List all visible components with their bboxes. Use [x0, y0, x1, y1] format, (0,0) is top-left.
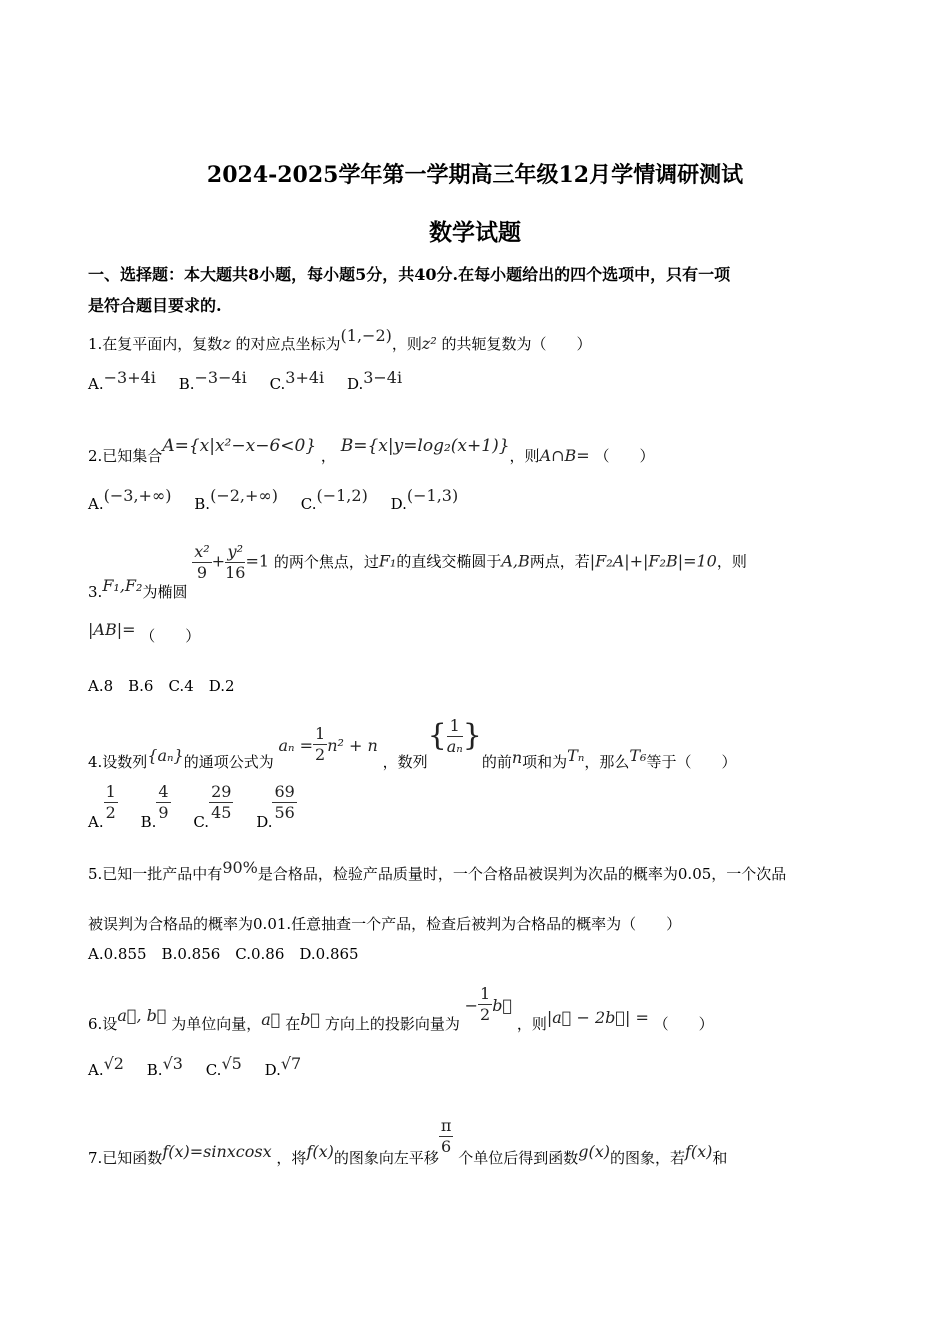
q6-option-b: √3	[162, 1054, 183, 1073]
section-heading-line2: 是符合题目要求的.	[88, 296, 222, 315]
q1-text: 的对应点坐标为	[235, 335, 341, 353]
question-1	[88, 326, 592, 354]
q2-option-c: (−1,2)	[316, 486, 368, 505]
q1-text: ，则	[391, 335, 422, 353]
q4-option-label: D.	[256, 812, 273, 831]
q6-math-b: b⃗	[300, 1009, 321, 1029]
q4-option-den: 56	[274, 803, 295, 822]
q2-text: ，则	[509, 447, 540, 465]
q1-option-d: 3−4i	[363, 368, 403, 387]
q3-ellipse-num: x²	[194, 542, 210, 561]
q5-line2: 被误判为合格品的概率为0.01.任意抽查一个产品，检查后被判为合格品的概率为（ ）	[88, 915, 682, 933]
q2-option-label: B.	[194, 495, 211, 513]
q4-math-an: aₙ =	[278, 735, 314, 755]
q4-frac-half	[313, 724, 327, 765]
q7-math-fx2: f(x)	[684, 1141, 713, 1161]
q2-option-label: D.	[390, 495, 407, 513]
q7-frac-num: π	[440, 1116, 452, 1135]
q4-option-b	[156, 782, 170, 823]
q7-math-gx: g(x)	[578, 1141, 610, 1161]
q3-text: 3.	[88, 582, 103, 601]
question-7	[88, 1106, 728, 1167]
q6-text: 方向上的投影向量为	[324, 1014, 460, 1033]
q4-option-num: 1	[105, 782, 116, 801]
q2-text: 2.已知集合	[88, 447, 163, 465]
q3-math-foci: F₁,F₂	[102, 575, 143, 595]
q6-option-d: √7	[280, 1054, 302, 1073]
q6-math-abs: |a⃗ − 2b⃗| =	[546, 1007, 649, 1027]
q6-text: ，则	[516, 1014, 547, 1033]
q4-option-den: 45	[211, 803, 232, 822]
q4-math-seq: {aₙ}	[147, 745, 184, 765]
q4-option-num: 69	[274, 782, 295, 801]
q4-text: 项和为	[522, 752, 568, 771]
q5-text: 5.已知一批产品中有	[88, 865, 223, 883]
q4-frac-num: 1	[315, 724, 326, 743]
q7-text: ，将	[276, 1148, 307, 1167]
q1-option-b: −3−4i	[194, 368, 247, 387]
q4-math-t6: T₆	[629, 745, 647, 765]
q3-text: 的直线交椭圆于	[396, 552, 502, 571]
q1-option-label: C.	[269, 375, 286, 393]
q6-math-a: a⃗	[261, 1009, 281, 1029]
q7-frac-den: 6	[441, 1137, 452, 1156]
q7-text: 的图象，若	[609, 1148, 685, 1167]
q6-text: 为单位向量，	[171, 1014, 262, 1033]
q4-option-den: 2	[105, 803, 116, 822]
q5-options: A.0.855 B.0.856 C.0.86 D.0.865	[88, 945, 359, 963]
q3-ellipse-num: y²	[225, 542, 245, 563]
q2-math-intersection: A∩B=	[539, 446, 590, 465]
question-2	[88, 436, 655, 466]
q4-frac-recip	[447, 716, 463, 757]
q7-text: 的图象向左平移	[333, 1148, 439, 1167]
q6-options	[88, 1054, 302, 1080]
q3-ellipse-den: 9	[196, 563, 208, 582]
q7-text: 和	[712, 1148, 728, 1167]
q1-options	[88, 368, 403, 394]
q1-math-z: z	[222, 334, 231, 353]
q7-math-fx: f(x)	[306, 1141, 334, 1161]
q4-option-den: 9	[158, 803, 169, 822]
q6-option-c: √5	[221, 1054, 242, 1073]
q4-frac-num: 1	[447, 716, 463, 737]
q2-option-label: A.	[88, 495, 104, 513]
q7-math-f: f(x)=sinxcosx	[162, 1141, 272, 1161]
question-6	[88, 972, 714, 1033]
q6-option-label: D.	[264, 1061, 281, 1079]
q2-math-set-a: A={x|x²−x−6<0}	[162, 436, 317, 456]
q4-option-d	[272, 782, 296, 823]
exam-subtitle: 数学试题	[429, 219, 521, 246]
question-5	[88, 858, 787, 884]
q1-text: 1.在复平面内，复数	[88, 335, 223, 353]
q6-option-label: B.	[146, 1061, 163, 1079]
q3-ellipse-frac-x	[192, 542, 211, 583]
q1-math-z2: z²	[421, 334, 437, 353]
q2-option-label: C.	[300, 495, 317, 513]
q3-text: 的两个焦点，过	[273, 552, 379, 571]
q3-math-f1: F₁	[378, 551, 397, 571]
q6-frac-num: 1	[480, 984, 491, 1003]
q3-math-abs: |AB|=	[88, 620, 136, 639]
q5-text: 是合格品，检验产品质量时，一个合格品被误判为次品的概率为0.05，一个次品	[257, 865, 787, 883]
exam-title: 2024-2025学年第一学期高三年级12月学情调研测试	[206, 162, 744, 188]
q7-text: 7.已知函数	[88, 1148, 163, 1167]
q1-option-label: B.	[178, 375, 195, 393]
q3-text: （ ）	[140, 627, 201, 645]
q1-option-a: −3+4i	[103, 368, 156, 387]
q6-math-bvec: b⃗	[492, 995, 513, 1015]
q7-text: 个单位后得到函数	[458, 1148, 579, 1167]
q4-option-label: B.	[140, 812, 157, 831]
q4-option-c	[209, 782, 233, 823]
q2-math-set-b: B={x|y=log₂(x+1)}	[340, 436, 510, 456]
q4-option-label: A.	[88, 812, 104, 831]
q7-frac-pi6	[439, 1116, 454, 1157]
q2-text: ，	[320, 447, 336, 465]
q2-option-b: (−2,+∞)	[210, 486, 278, 505]
q6-option-label: C.	[205, 1061, 222, 1079]
section-heading-line1: 一、选择题：本大题共8小题，每小题5分，共40分.在每小题给出的四个选项中，只有一项	[88, 265, 731, 284]
q3-options: A.8 B.6 C.4 D.2	[88, 677, 235, 695]
q4-text: ，数列	[382, 752, 428, 771]
q6-option-a: √2	[103, 1054, 124, 1073]
q6-frac-den: 2	[480, 1005, 491, 1024]
q4-text: 的通项公式为	[183, 752, 274, 771]
q3-ellipse-den: 16	[225, 563, 246, 582]
question-4: 4.设数列{aₙ}的通项公式为 aₙ = $\frac{1}{2}$ n² + n ，数列{ $\frac{1}{\text{aₙ}}$ }的前n项和为Tₙ，那么T₆等于（ ）	[88, 716, 737, 771]
q4-math-n: n	[511, 747, 523, 767]
q4-text: ，那么	[584, 752, 630, 771]
q2-text: （ ）	[594, 447, 655, 465]
q2-option-d: (−1,3)	[406, 486, 459, 505]
q4-text: 的前	[481, 752, 512, 771]
q3-text: 两点，若	[529, 552, 590, 571]
q6-frac-half	[478, 984, 492, 1025]
q3-ellipse-frac-y	[225, 542, 245, 583]
q1-option-label: A.	[88, 375, 104, 393]
q4-option-num: 4	[158, 782, 169, 801]
q6-math-vectors: a⃗, b⃗	[117, 1005, 167, 1025]
q3-text: 为椭圆	[142, 582, 188, 601]
q4-math-tn: Tₙ	[567, 745, 585, 765]
q4-option-label: C.	[193, 812, 210, 831]
q4-frac-den: 2	[315, 745, 326, 764]
question-3	[88, 542, 747, 601]
q4-text: 等于（ ）	[646, 752, 737, 771]
q3-ellipse-eq: =1	[245, 551, 270, 571]
q3-line2	[88, 620, 201, 646]
q2-options	[88, 486, 459, 514]
q3-math-condition: |F₂A|+|F₂B|=10	[589, 551, 717, 571]
q4-options	[88, 782, 297, 831]
q1-option-c: 3+4i	[285, 368, 325, 387]
q6-text: 6.设	[88, 1014, 118, 1033]
q5-math-percent: 90%	[222, 858, 258, 877]
q6-text: 在	[285, 1014, 301, 1033]
q6-text: （ ）	[653, 1014, 714, 1033]
q3-text: ，则	[716, 552, 747, 571]
q4-frac-den: aₙ	[446, 737, 463, 756]
q4-text: 4.设数列	[88, 752, 148, 771]
q3-math-ab: A,B	[501, 551, 530, 571]
q6-option-label: A.	[88, 1061, 104, 1079]
q4-option-a	[104, 782, 118, 823]
q6-math-neg: −	[464, 995, 479, 1015]
q4-math-tail: n² + n	[327, 735, 378, 755]
q2-option-a: (−3,+∞)	[103, 486, 172, 505]
q1-option-label: D.	[346, 375, 364, 393]
q4-option-num: 29	[211, 782, 232, 801]
q3-ellipse-plus: +	[211, 551, 226, 571]
q1-text: 的共轭复数为（ ）	[441, 335, 592, 353]
q1-math-point: (1,−2)	[340, 326, 392, 345]
